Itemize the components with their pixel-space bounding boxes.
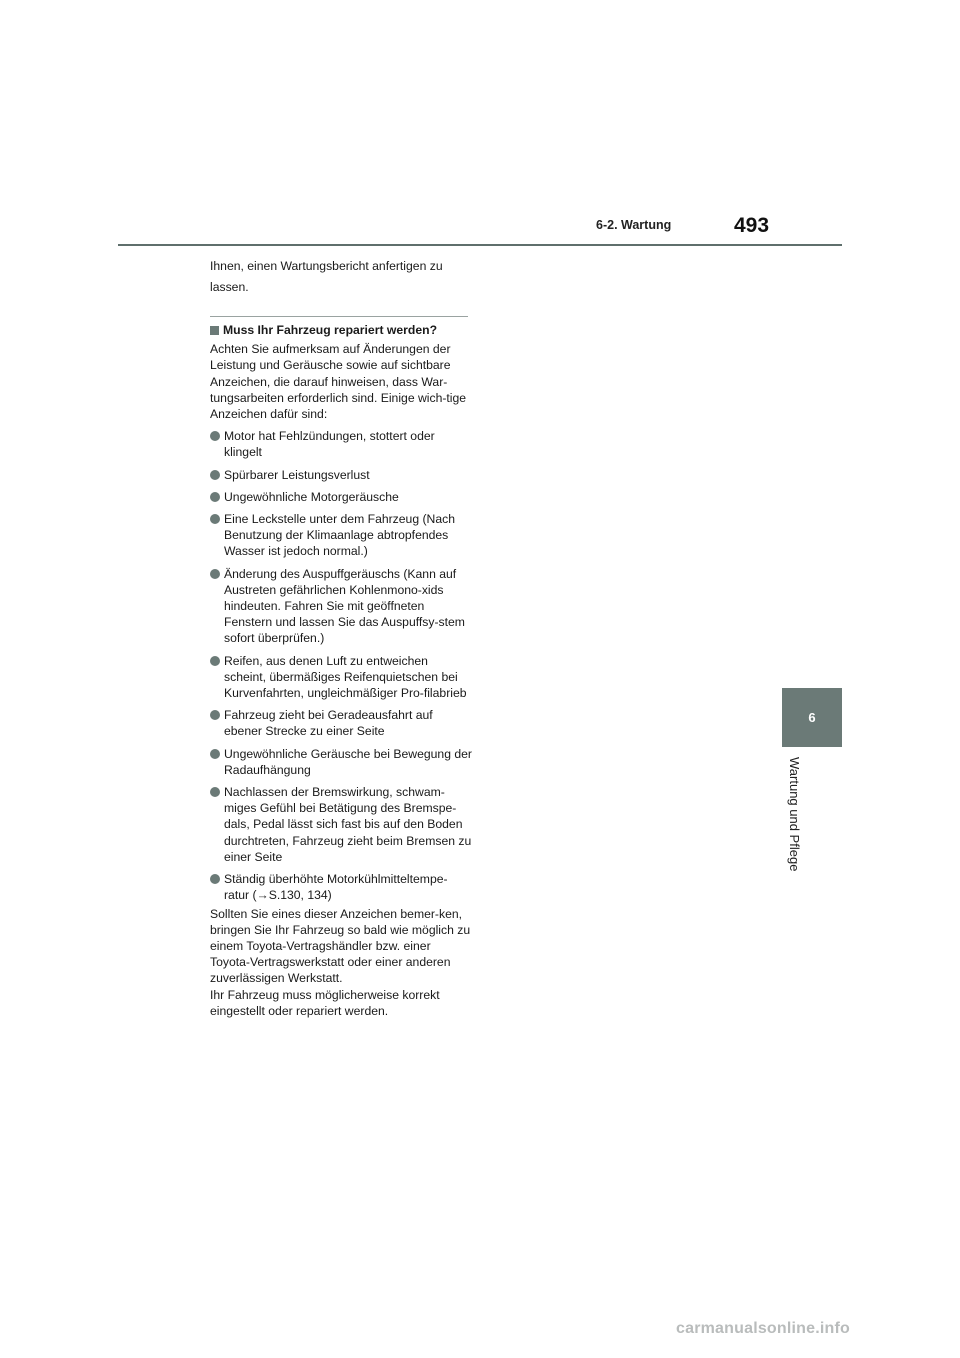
symptom-list (210, 428, 472, 903)
list-item: Eine Leckstelle unter dem Fahrzeug (Nach Benutzung der Klimaanlage abtropfendes Wasser ist jedoch normal.) (210, 511, 472, 560)
list-item: Motor hat Fehlzündungen, stottert oder klingelt (210, 428, 472, 460)
bullet-dot-icon (210, 710, 220, 720)
bullet-dot-icon (210, 569, 220, 579)
square-bullet-icon (210, 326, 219, 335)
section-divider (210, 316, 468, 317)
watermark: carmanualsonline.info (676, 1320, 851, 1337)
bullet-dot-icon (210, 492, 220, 502)
list-item: Änderung des Auspuffgeräuschs (Kann auf Austreten gefährlichen Kohlenmono-xids hindeuten. Fahren Sie mit geöffneten Fenstern und lassen Sie das Auspuffsy-stem sofort überprüfen.) (210, 566, 472, 647)
list-item: Ungewöhnliche Geräusche bei Bewegung der Radaufhängung (210, 746, 472, 778)
intro-paragraph: Ihnen, einen Wartungsbericht anfertigen zu lassen. (210, 259, 443, 294)
closing-paragraph-2: Ihr Fahrzeug muss möglicherweise korrekt eingestellt oder repariert werden. (210, 987, 440, 1018)
bullet-dot-icon (210, 749, 220, 759)
list-item: Ständig überhöhte Motorkühlmitteltempe-ratur (→S.130, 134) (210, 871, 472, 903)
chapter-title: Wartung und Pflege (787, 757, 802, 872)
chapter-number: 6 (808, 710, 816, 725)
list-item: Reifen, aus denen Luft zu entweichen scheint, übermäßiges Reifenquietschen bei Kurvenfahrten, ungleichmäßiger Pro-filabrieb (210, 653, 472, 702)
bullet-dot-icon (210, 656, 220, 666)
section-intro: Achten Sie aufmerksam auf Änderungen der Leistung und Geräusche sowie auf sichtbare Anzeichen, die darauf hinweisen, dass War-tungsarbeiten erforderlich sind. Einige wich-tige Anzeichen dafür sind: (210, 342, 467, 422)
bullet-dot-icon (210, 431, 220, 441)
main-content (210, 256, 472, 1019)
bullet-dot-icon (210, 874, 220, 884)
page-number: 493 (734, 214, 770, 237)
list-item: Nachlassen der Bremswirkung, schwam-miges Gefühl bei Betätigung des Bremspe-dals, Pedal lässt sich fast bis auf den Boden durchtreten, Fahrzeug zieht beim Bremsen zu einer Seite (210, 784, 472, 865)
bullet-dot-icon (210, 514, 220, 524)
bullet-dot-icon (210, 470, 220, 480)
list-item: Ungewöhnliche Motorgeräusche (210, 489, 472, 505)
section-heading: 6-2. Wartung (596, 218, 672, 232)
closing-paragraph-1: Sollten Sie eines dieser Anzeichen bemer-ken, bringen Sie Ihr Fahrzeug so bald wie möglich zu einem Toyota-Vertragshändler bzw. einer Toyota-Vertragswerkstatt oder einer anderen zuverlässigen Werkstatt. (210, 906, 471, 986)
header-rule (118, 244, 842, 246)
section-title-text: Muss Ihr Fahrzeug repariert werden? (223, 323, 438, 337)
chapter-tab (782, 688, 842, 747)
bullet-dot-icon (210, 787, 220, 797)
section-title (210, 322, 472, 338)
list-item: Spürbarer Leistungsverlust (210, 467, 472, 483)
list-item: Fahrzeug zieht bei Geradeausfahrt auf ebener Strecke zu einer Seite (210, 707, 472, 739)
